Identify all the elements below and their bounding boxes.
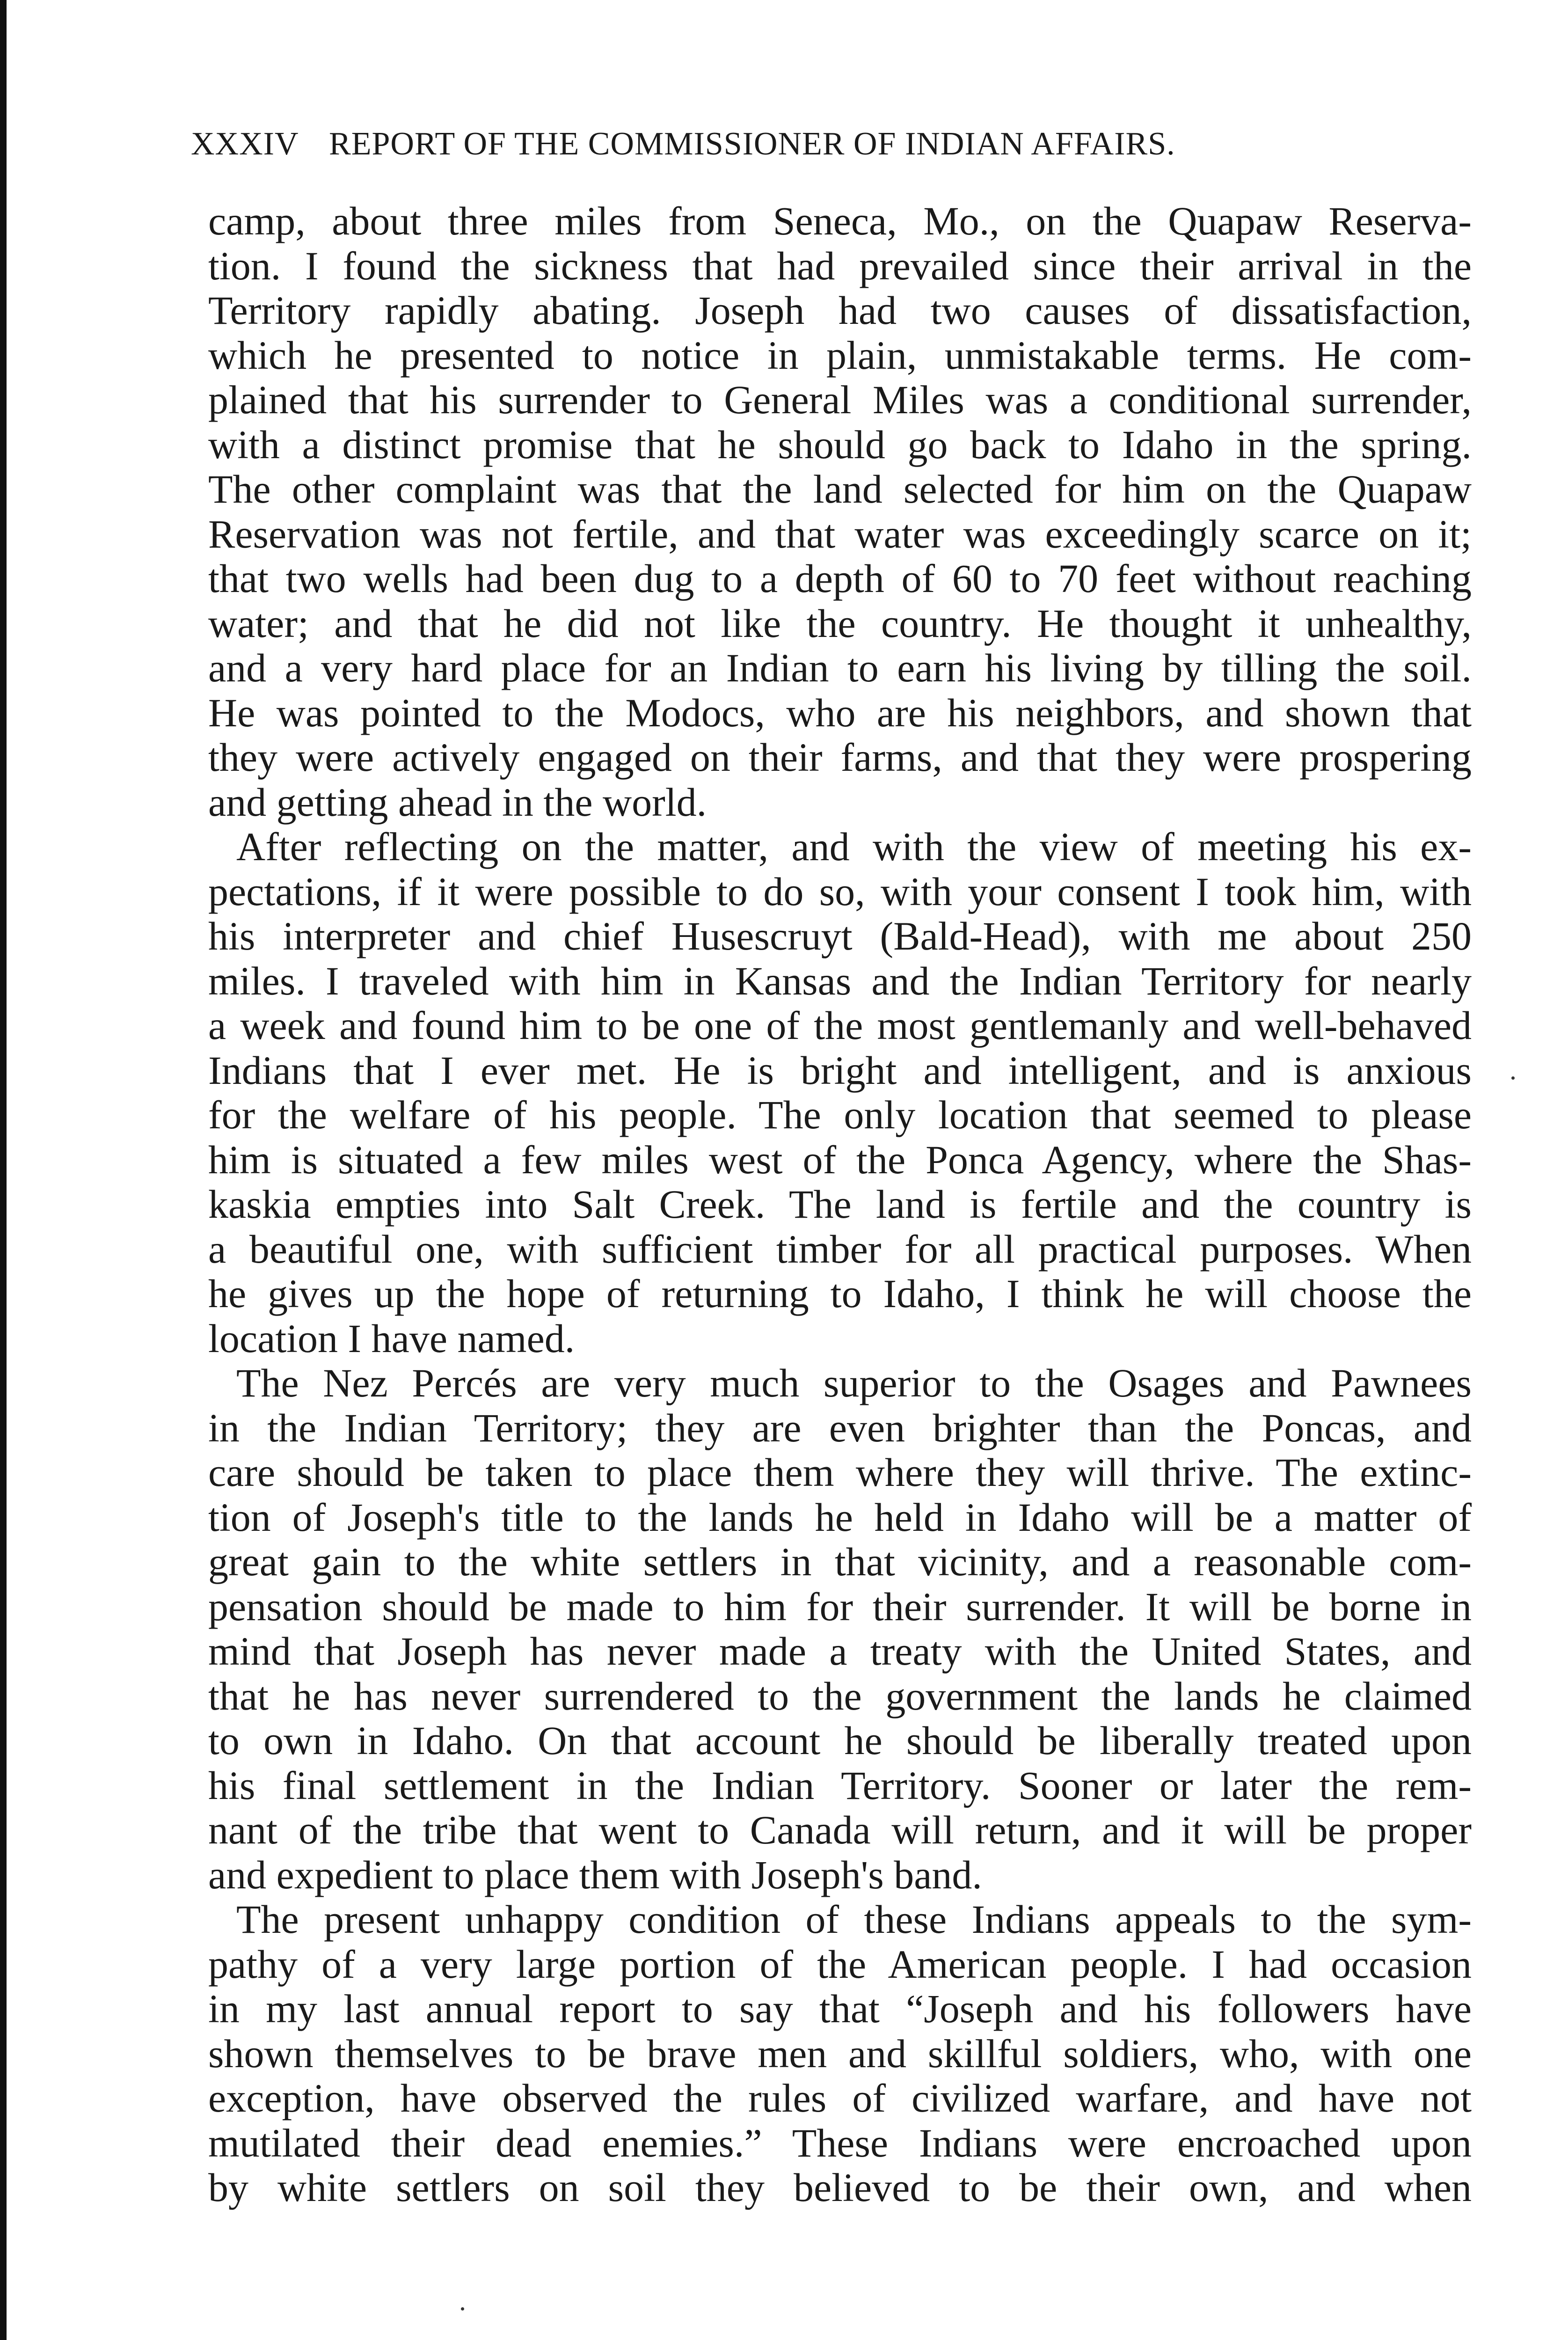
text-line: to own in Idaho. On that account he should be liberally treated upon	[208, 1718, 1472, 1763]
text-line: camp, about three miles from Seneca, Mo., on the Quapaw Reserva-	[208, 198, 1472, 243]
text-line: and expedient to place them with Joseph's band.	[208, 1852, 982, 1897]
paragraph-start-line: The Nez Percés are very much superior to the Osages and Pawnees	[236, 1360, 1472, 1405]
text-line: a beautiful one, with sufficient timber for all practical purposes. When	[208, 1226, 1472, 1272]
text-line: that he has never surrendered to the government the lands he claimed	[208, 1673, 1472, 1718]
text-line: miles. I traveled with him in Kansas and the Indian Territory for nearly	[208, 958, 1472, 1003]
text-line: plained that his surrender to General Miles was a conditional surrender,	[208, 377, 1472, 422]
text-line: for the welfare of his people. The only location that seemed to please	[208, 1092, 1472, 1137]
scan-speck	[461, 2307, 464, 2311]
text-line: he gives up the hope of returning to Idaho, I think he will choose the	[208, 1271, 1472, 1316]
text-line: Indians that I ever met. He is bright and intelligent, and is anxious	[208, 1047, 1472, 1093]
text-line: mind that Joseph has never made a treaty with the United States, and	[208, 1629, 1472, 1674]
text-line: nant of the tribe that went to Canada will return, and it will be proper	[208, 1807, 1472, 1852]
text-line: pectations, if it were possible to do so, with your consent I took him, with	[208, 869, 1472, 914]
running-head	[191, 125, 1314, 163]
text-line: him is situated a few miles west of the Ponca Agency, where the Shas-	[208, 1137, 1472, 1182]
text-line: water; and that he did not like the country. He thought it unhealthy,	[208, 600, 1472, 646]
scan-edge-left	[0, 0, 7, 2340]
text-line: and getting ahead in the world.	[208, 779, 707, 825]
text-line: pathy of a very large portion of the American people. I had occasion	[208, 1941, 1472, 1987]
text-line: mutilated their dead enemies.” These Indians were encroached upon	[208, 2120, 1472, 2165]
text-line: that two wells had been dug to a depth of 60 to 70 feet without reaching	[208, 556, 1472, 601]
text-line: by white settlers on soil they believed to be their own, and when	[208, 2165, 1472, 2210]
text-line: Territory rapidly abating. Joseph had two causes of dissatisfaction,	[208, 288, 1472, 333]
text-line: shown themselves to be brave men and skillful soldiers, who, with one	[208, 2031, 1472, 2076]
text-line: location I have named.	[208, 1316, 575, 1361]
text-line: tion. I found the sickness that had prevailed since their arrival in the	[208, 243, 1472, 288]
text-line: his interpreter and chief Husescruyt (Bald-Head), with me about 250	[208, 914, 1472, 958]
text-line: The other complaint was that the land selected for him on the Quapaw	[208, 467, 1472, 512]
text-line: with a distinct promise that he should go back to Idaho in the spring.	[208, 422, 1472, 467]
text-line: which he presented to notice in plain, unmistakable terms. He com-	[208, 332, 1472, 378]
text-line: He was pointed to the Modocs, who are his neighbors, and shown that	[208, 690, 1472, 735]
paragraph-start-line: The present unhappy condition of these Indians appeals to the sym-	[236, 1897, 1472, 1942]
text-line: exception, have observed the rules of civilized warfare, and have not	[208, 2076, 1472, 2121]
text-line: in the Indian Territory; they are even brighter than the Poncas, and	[208, 1405, 1472, 1450]
text-line: tion of Joseph's title to the lands he held in Idaho will be a matter of	[208, 1494, 1472, 1540]
running-title: REPORT OF THE COMMISSIONER OF INDIAN AFFAIRS.	[329, 126, 1175, 162]
scan-speck	[1511, 1076, 1515, 1080]
text-line: pensation should be made to him for their surrender. It will be borne in	[208, 1584, 1472, 1629]
text-line: a week and found him to be one of the most gentlemanly and well-behaved	[208, 1003, 1472, 1048]
text-line: kaskia empties into Salt Creek. The land is fertile and the country is	[208, 1182, 1472, 1227]
body-text	[208, 199, 1472, 2210]
text-line: Reservation was not fertile, and that water was exceedingly scarce on it;	[208, 511, 1472, 556]
paragraph-start-line: After reflecting on the matter, and with the view of meeting his ex-	[236, 824, 1472, 869]
text-line: great gain to the white settlers in that vicinity, and a reasonable com-	[208, 1539, 1472, 1584]
text-line: they were actively engaged on their farms, and that they were prospering	[208, 735, 1472, 780]
text-line: in my last annual report to say that “Joseph and his followers have	[208, 1986, 1472, 2031]
text-line: care should be taken to place them where they will thrive. The extinc-	[208, 1450, 1472, 1495]
text-line: and a very hard place for an Indian to earn his living by tilling the soil.	[208, 645, 1472, 690]
text-line: his final settlement in the Indian Territory. Sooner or later the rem-	[208, 1762, 1472, 1808]
page-number: XXXIV	[191, 126, 299, 162]
